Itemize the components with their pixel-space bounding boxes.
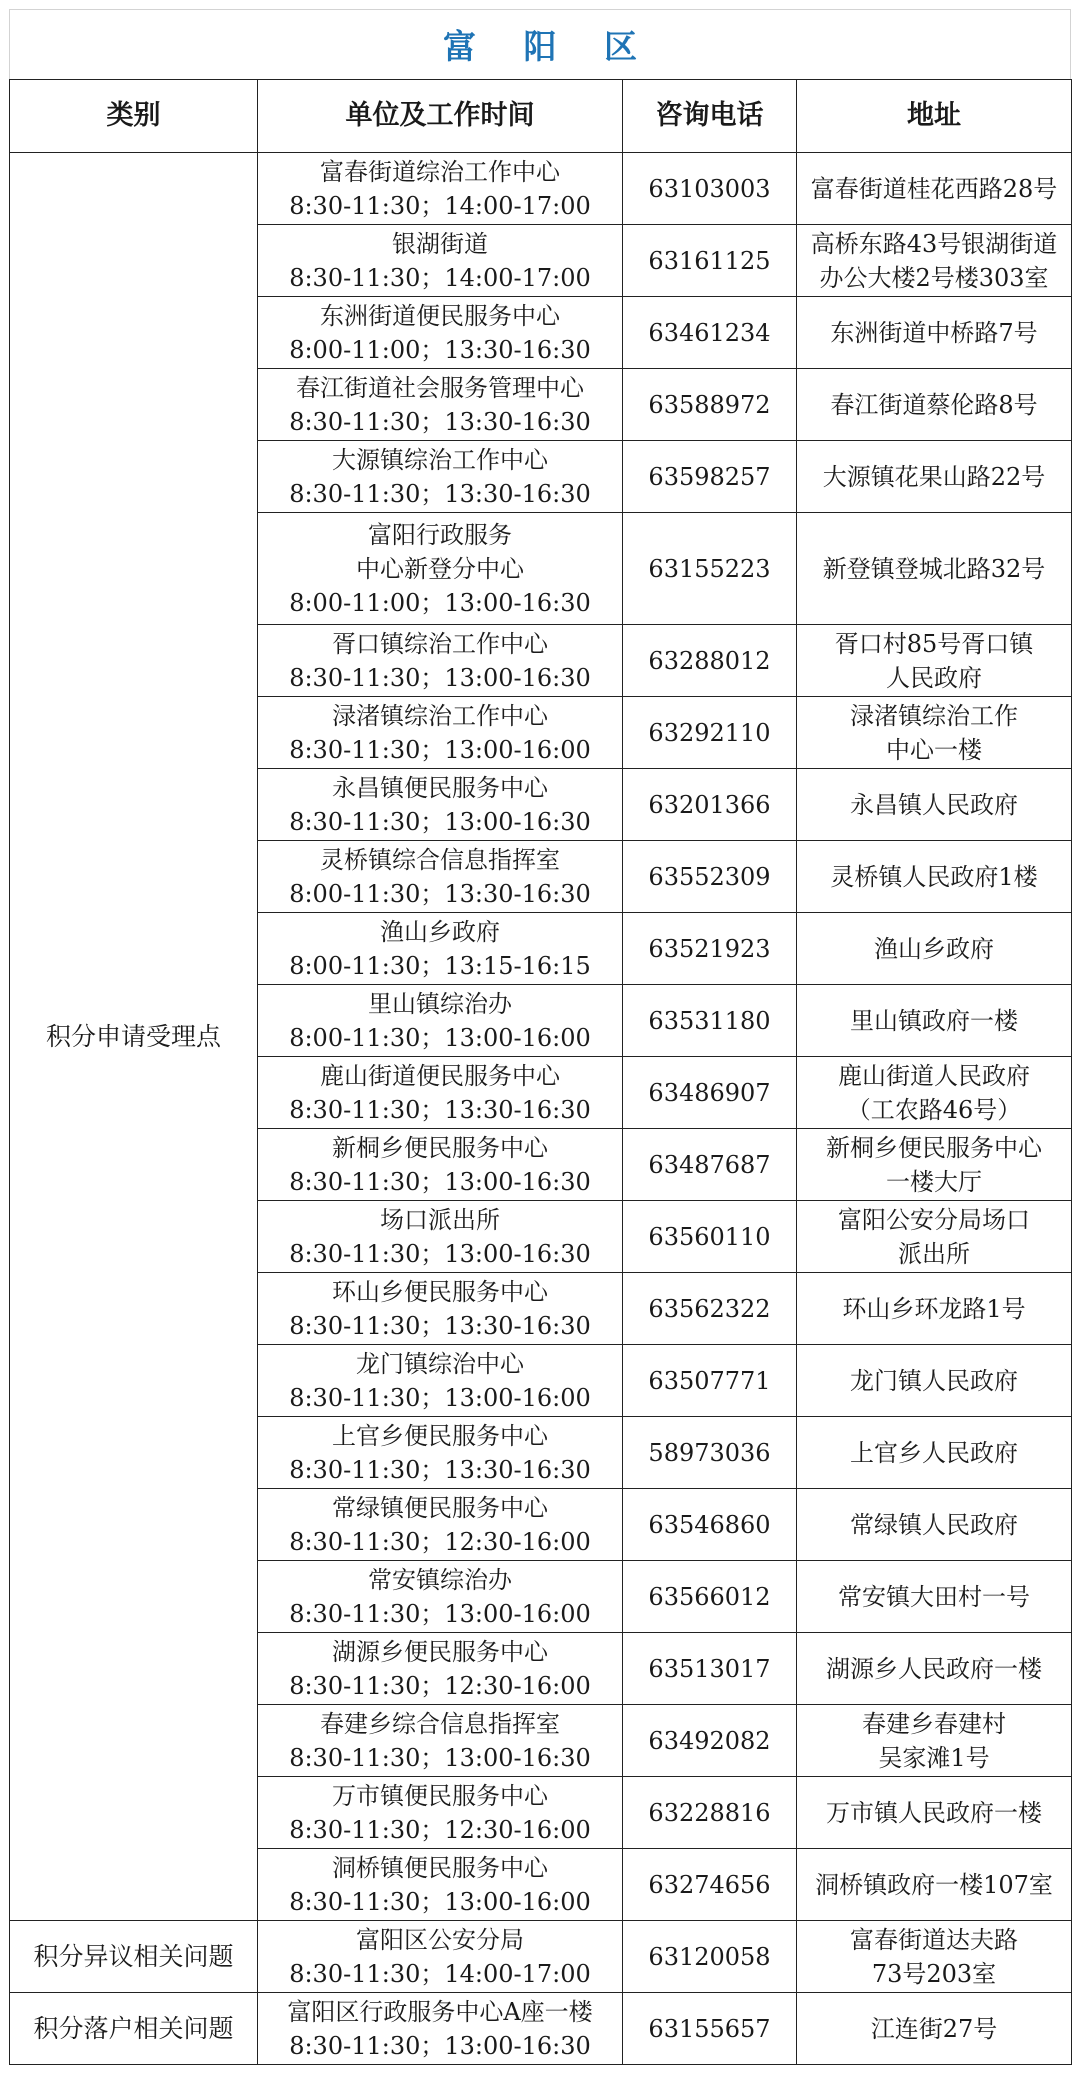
- unit-name: 富阳区公安分局: [356, 1925, 524, 1954]
- unit-name: 富阳区行政服务中心A座一楼: [287, 1997, 593, 2026]
- address-line: 湖源乡人民政府一楼: [826, 1654, 1042, 1683]
- work-hours: 8:30-11:30；13:30-16:30: [289, 407, 591, 436]
- phone-cell: 63228816: [623, 1777, 797, 1849]
- unit-name: 洞桥镇便民服务中心: [332, 1853, 548, 1882]
- unit-cell: [258, 225, 623, 297]
- work-hours: 8:00-11:30；13:15-16:15: [289, 951, 591, 980]
- phone-cell: 63461234: [623, 297, 797, 369]
- work-hours: 8:30-11:30；13:30-16:30: [289, 1455, 591, 1484]
- work-hours: 8:30-11:30；13:00-16:30: [289, 1743, 591, 1772]
- header-row: [10, 80, 1072, 153]
- work-hours: 8:30-11:30；14:00-17:00: [289, 191, 591, 220]
- unit-cell: [258, 985, 623, 1057]
- address-cell: [797, 985, 1072, 1057]
- unit-cell: [258, 1633, 623, 1705]
- phone-cell: 63588972: [623, 369, 797, 441]
- category-cell: 积分落户相关问题: [10, 1993, 258, 2065]
- phone-cell: 63552309: [623, 841, 797, 913]
- address-line: 大源镇花果山路22号: [822, 462, 1046, 491]
- unit-cell: [258, 1849, 623, 1921]
- unit-cell: [258, 1273, 623, 1345]
- phone-cell: 63521923: [623, 913, 797, 985]
- unit-cell: [258, 297, 623, 369]
- unit-cell: [258, 1993, 623, 2065]
- address-line: 春建乡春建村: [862, 1709, 1006, 1738]
- address-line: 上官乡人民政府: [850, 1438, 1018, 1467]
- address-line: 春江街道蔡伦路8号: [830, 390, 1038, 419]
- address-line: 富春街道桂花西路28号: [810, 174, 1058, 203]
- unit-cell: [258, 697, 623, 769]
- address-line: 富春街道达夫路: [850, 1925, 1018, 1954]
- address-line: 灵桥镇人民政府1楼: [830, 862, 1038, 891]
- address-cell: [797, 1849, 1072, 1921]
- work-hours: 8:30-11:30；13:00-16:00: [289, 1383, 591, 1412]
- address-line: 常绿镇人民政府: [850, 1510, 1018, 1539]
- unit-name: 渌渚镇综治工作中心: [332, 701, 548, 730]
- address-line: 富阳公安分局场口: [838, 1205, 1030, 1234]
- work-hours: 8:30-11:30；13:00-16:00: [289, 1887, 591, 1916]
- unit-name: 鹿山街道便民服务中心: [320, 1061, 560, 1090]
- address-line: 一楼大厅: [886, 1167, 982, 1196]
- unit-cell: [258, 913, 623, 985]
- category-cell: 积分申请受理点: [10, 153, 258, 1921]
- address-cell: [797, 1273, 1072, 1345]
- address-line: 办公大楼2号楼303室: [819, 263, 1049, 292]
- unit-name: 湖源乡便民服务中心: [332, 1637, 548, 1666]
- work-hours: 8:00-11:30；13:30-16:30: [289, 879, 591, 908]
- table-row: [10, 1921, 1072, 1993]
- work-hours: 8:30-11:30；13:00-16:00: [289, 735, 591, 764]
- work-hours: 8:30-11:30；13:30-16:30: [289, 479, 591, 508]
- header-phone: 咨询电话: [623, 80, 797, 153]
- address-cell: [797, 1633, 1072, 1705]
- address-line: 万市镇人民政府一楼: [826, 1798, 1042, 1827]
- unit-name: 富春街道综治工作中心: [320, 157, 560, 186]
- unit-name: 春江街道社会服务管理中心: [296, 373, 584, 402]
- work-hours: 8:30-11:30；12:30-16:00: [289, 1671, 591, 1700]
- address-line: 里山镇政府一楼: [850, 1006, 1018, 1035]
- unit-cell: [258, 1129, 623, 1201]
- work-hours: 8:30-11:30；13:00-16:30: [289, 663, 591, 692]
- address-cell: [797, 1921, 1072, 1993]
- address-line: 胥口村85号胥口镇: [834, 629, 1034, 658]
- address-cell: [797, 697, 1072, 769]
- header-unit: 单位及工作时间: [258, 80, 623, 153]
- work-hours: 8:00-11:00；13:00-16:30: [289, 588, 591, 617]
- address-line: 新桐乡便民服务中心: [826, 1133, 1042, 1162]
- unit-cell: [258, 1345, 623, 1417]
- table-body: [10, 153, 1072, 2065]
- unit-name: 灵桥镇综合信息指挥室: [320, 845, 560, 874]
- work-hours: 8:30-11:30；12:30-16:00: [289, 1815, 591, 1844]
- phone-cell: 63274656: [623, 1849, 797, 1921]
- unit-name: 渔山乡政府: [380, 917, 500, 946]
- header-address: 地址: [797, 80, 1072, 153]
- phone-cell: 63486907: [623, 1057, 797, 1129]
- address-line: 环山乡环龙路1号: [842, 1294, 1026, 1323]
- address-line: 龙门镇人民政府: [850, 1366, 1018, 1395]
- address-cell: [797, 1705, 1072, 1777]
- category-cell: 积分异议相关问题: [10, 1921, 258, 1993]
- unit-name: 上官乡便民服务中心: [332, 1421, 548, 1450]
- address-cell: [797, 625, 1072, 697]
- address-line: 渔山乡政府: [874, 934, 994, 963]
- district-title: 富 阳 区: [443, 27, 655, 66]
- address-line: 江连街27号: [870, 2014, 998, 2043]
- unit-name: 银湖街道: [392, 229, 488, 258]
- address-line: 常安镇大田村一号: [838, 1582, 1030, 1611]
- header-category: 类别: [10, 80, 258, 153]
- unit-cell: [258, 841, 623, 913]
- phone-cell: 63103003: [623, 153, 797, 225]
- phone-cell: 63566012: [623, 1561, 797, 1633]
- work-hours: 8:30-11:30；13:30-16:30: [289, 1095, 591, 1124]
- address-line: 东洲街道中桥路7号: [830, 318, 1038, 347]
- unit-name: 环山乡便民服务中心: [332, 1277, 548, 1306]
- unit-cell: [258, 1705, 623, 1777]
- unit-name: 胥口镇综治工作中心: [332, 629, 548, 658]
- address-line: 永昌镇人民政府: [850, 790, 1018, 819]
- unit-cell: [258, 513, 623, 625]
- unit-cell: [258, 441, 623, 513]
- address-cell: [797, 153, 1072, 225]
- address-cell: [797, 1561, 1072, 1633]
- work-hours: 8:30-11:30；14:00-17:00: [289, 263, 591, 292]
- phone-cell: 63598257: [623, 441, 797, 513]
- unit-name: 龙门镇综治中心: [356, 1349, 524, 1378]
- address-cell: [797, 1489, 1072, 1561]
- phone-cell: 63513017: [623, 1633, 797, 1705]
- info-table: [9, 79, 1072, 2065]
- unit-cell: [258, 1057, 623, 1129]
- address-line: 新登镇登城北路32号: [822, 554, 1046, 583]
- address-cell: [797, 841, 1072, 913]
- unit-cell: [258, 625, 623, 697]
- unit-cell: [258, 1777, 623, 1849]
- address-cell: [797, 225, 1072, 297]
- phone-cell: 63292110: [623, 697, 797, 769]
- unit-name: 大源镇综治工作中心: [332, 445, 548, 474]
- phone-cell: 63562322: [623, 1273, 797, 1345]
- address-line: 高桥东路43号银湖街道: [810, 229, 1058, 258]
- unit-name: 永昌镇便民服务中心: [332, 773, 548, 802]
- unit-name: 富阳行政服务: [368, 520, 512, 549]
- phone-cell: 63507771: [623, 1345, 797, 1417]
- address-line: 73号203室: [871, 1959, 997, 1988]
- unit-name: 中心新登分中心: [356, 554, 524, 583]
- phone-cell: 58973036: [623, 1417, 797, 1489]
- address-cell: [797, 1417, 1072, 1489]
- address-cell: [797, 1129, 1072, 1201]
- address-line: 人民政府: [886, 663, 982, 692]
- title-bar: [9, 9, 1071, 79]
- address-line: 派出所: [898, 1239, 970, 1268]
- unit-cell: [258, 769, 623, 841]
- unit-name: 常绿镇便民服务中心: [332, 1493, 548, 1522]
- work-hours: 8:30-11:30；13:00-16:30: [289, 2031, 591, 2060]
- address-line: 洞桥镇政府一楼107室: [815, 1870, 1053, 1899]
- address-cell: [797, 1993, 1072, 2065]
- address-cell: [797, 1201, 1072, 1273]
- address-cell: [797, 513, 1072, 625]
- table-row: [10, 1993, 1072, 2065]
- phone-cell: 63560110: [623, 1201, 797, 1273]
- phone-cell: 63546860: [623, 1489, 797, 1561]
- unit-cell: [258, 1489, 623, 1561]
- phone-cell: 63201366: [623, 769, 797, 841]
- district-table: [9, 9, 1071, 2065]
- address-line: 中心一楼: [886, 735, 982, 764]
- address-cell: [797, 297, 1072, 369]
- phone-cell: 63120058: [623, 1921, 797, 1993]
- work-hours: 8:30-11:30；13:00-16:30: [289, 807, 591, 836]
- unit-name: 常安镇综治办: [368, 1565, 512, 1594]
- phone-cell: 63155223: [623, 513, 797, 625]
- work-hours: 8:30-11:30；14:00-17:00: [289, 1959, 591, 1988]
- address-cell: [797, 913, 1072, 985]
- address-cell: [797, 769, 1072, 841]
- phone-cell: 63161125: [623, 225, 797, 297]
- unit-name: 里山镇综治办: [368, 989, 512, 1018]
- address-cell: [797, 441, 1072, 513]
- unit-name: 春建乡综合信息指挥室: [320, 1709, 560, 1738]
- phone-cell: 63155657: [623, 1993, 797, 2065]
- phone-cell: 63487687: [623, 1129, 797, 1201]
- work-hours: 8:30-11:30；12:30-16:00: [289, 1527, 591, 1556]
- work-hours: 8:30-11:30；13:00-16:30: [289, 1167, 591, 1196]
- unit-cell: [258, 1561, 623, 1633]
- address-cell: [797, 369, 1072, 441]
- work-hours: 8:30-11:30；13:00-16:30: [289, 1239, 591, 1268]
- address-cell: [797, 1345, 1072, 1417]
- unit-cell: [258, 1201, 623, 1273]
- unit-cell: [258, 369, 623, 441]
- address-line: 吴家滩1号: [878, 1743, 990, 1772]
- phone-cell: 63531180: [623, 985, 797, 1057]
- work-hours: 8:00-11:00；13:30-16:30: [289, 335, 591, 364]
- unit-cell: [258, 153, 623, 225]
- unit-name: 万市镇便民服务中心: [332, 1781, 548, 1810]
- table-row: [10, 153, 1072, 225]
- unit-cell: [258, 1921, 623, 1993]
- work-hours: 8:30-11:30；13:30-16:30: [289, 1311, 591, 1340]
- address-cell: [797, 1057, 1072, 1129]
- unit-cell: [258, 1417, 623, 1489]
- unit-name: 场口派出所: [380, 1205, 500, 1234]
- unit-name: 东洲街道便民服务中心: [320, 301, 560, 330]
- work-hours: 8:30-11:30；13:00-16:00: [289, 1599, 591, 1628]
- work-hours: 8:00-11:30；13:00-16:00: [289, 1023, 591, 1052]
- unit-name: 新桐乡便民服务中心: [332, 1133, 548, 1162]
- phone-cell: 63492082: [623, 1705, 797, 1777]
- phone-cell: 63288012: [623, 625, 797, 697]
- address-cell: [797, 1777, 1072, 1849]
- address-line: （工农路46号）: [846, 1095, 1022, 1124]
- address-line: 鹿山街道人民政府: [838, 1061, 1030, 1090]
- address-line: 渌渚镇综治工作: [850, 701, 1018, 730]
